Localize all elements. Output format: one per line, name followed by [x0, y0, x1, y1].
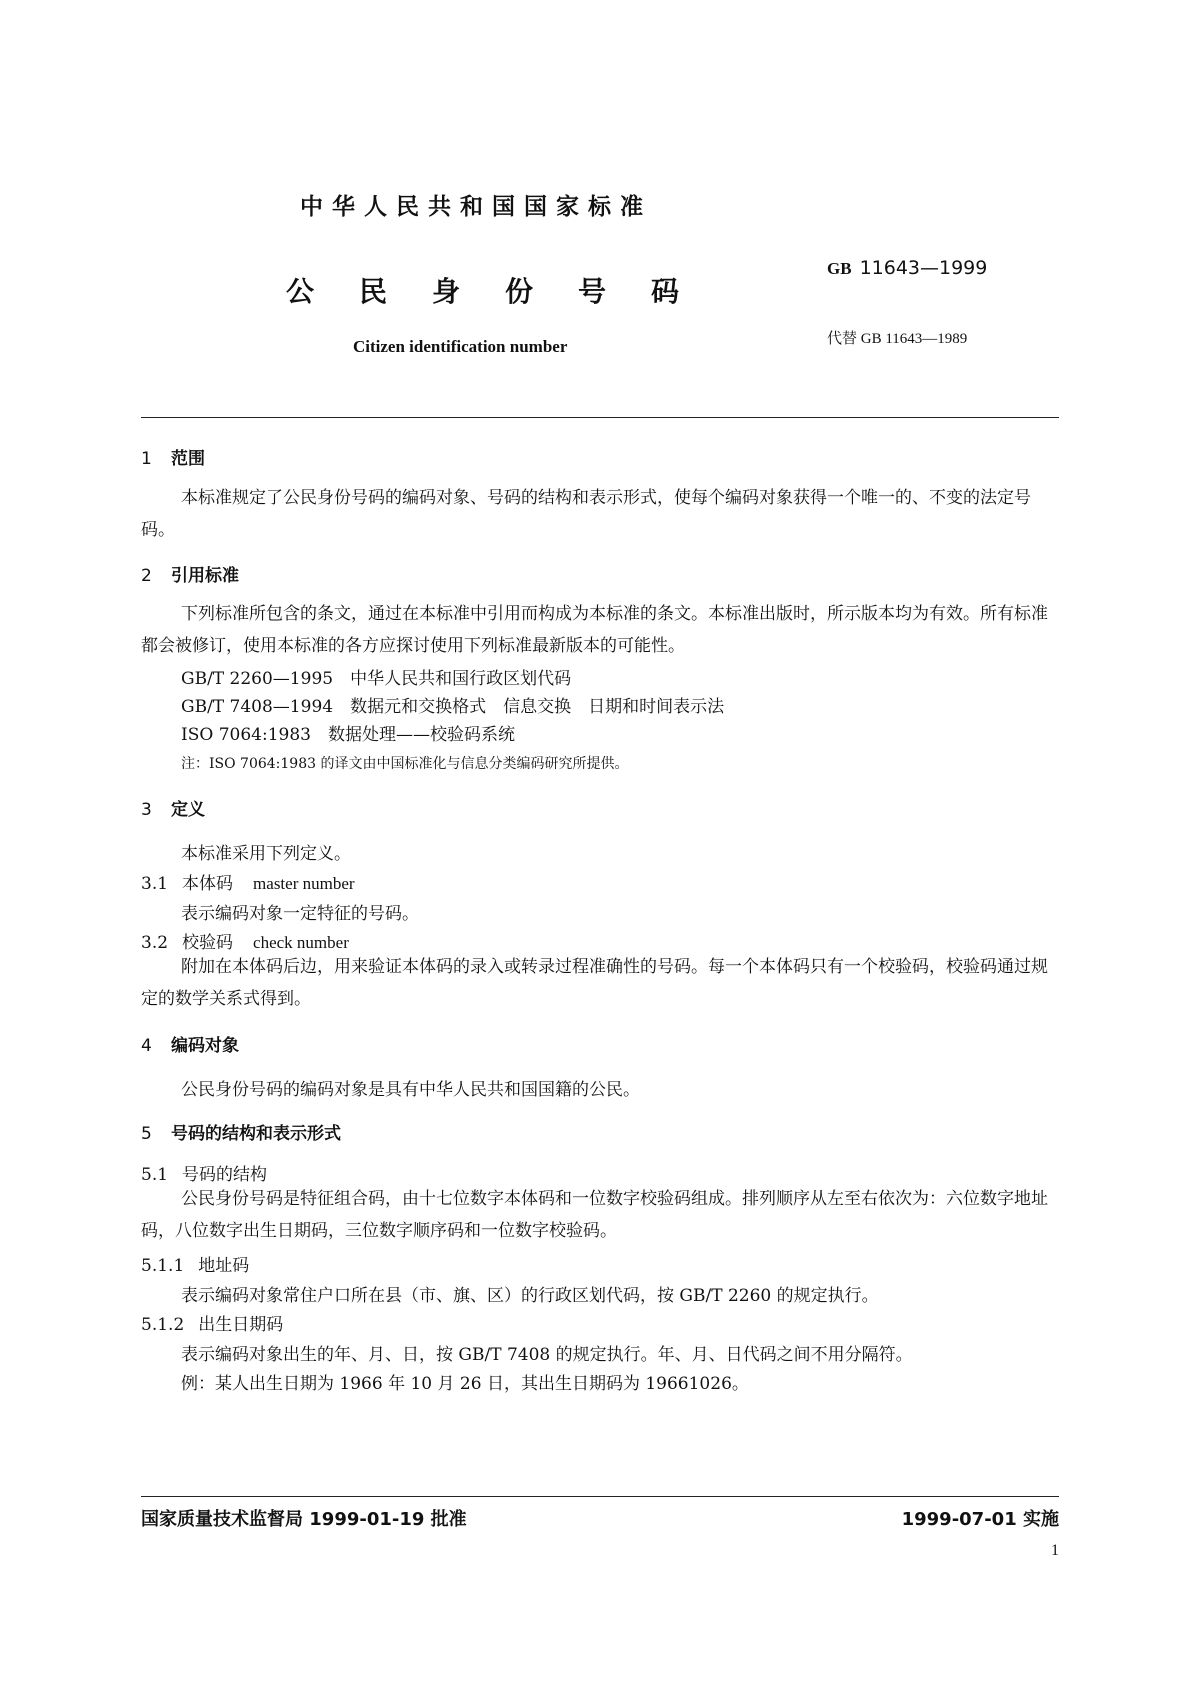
- standard-number: [827, 257, 987, 279]
- definition-3-2: [141, 928, 349, 953]
- section-number: 2: [141, 566, 152, 586]
- header-divider: [141, 417, 1059, 418]
- definition-number: 3.1: [141, 874, 169, 894]
- subsection-title: 地址码: [198, 1256, 250, 1276]
- section-2-text: 下列标准所包含的条文，通过在本标准中引用而构成为本标准的条文。本标准出版时，所示版本均为有效。所有标准都会被修订，使用本标准的各方应探讨使用下列标准最新版本的可能性。: [141, 604, 1048, 656]
- page-number: 1: [1051, 1542, 1059, 1559]
- standard-code: 11643—1999: [859, 257, 988, 279]
- definition-term: 校验码: [182, 933, 234, 953]
- section-title: 范围: [171, 449, 205, 469]
- section-title: 定义: [171, 800, 205, 820]
- subsection-5-1-text: 公民身份号码是特征组合码，由十七位数字本体码和一位数字校验码组成。排列顺序从左至右依次为：六位数字地址码，八位数字出生日期码，三位数字顺序码和一位数字校验码。: [141, 1189, 1048, 1241]
- section-title: 号码的结构和表示形式: [171, 1124, 341, 1144]
- section-3-heading: [141, 795, 205, 820]
- definition-term-english: master number: [253, 874, 355, 893]
- document-title-english: Citizen identification number: [353, 337, 568, 356]
- section-2-heading: [141, 561, 239, 586]
- section-number: 5: [141, 1124, 152, 1144]
- approval-date: 国家质量技术监督局 1999-01-19 批准: [141, 1509, 467, 1530]
- standard-prefix: GB: [827, 259, 852, 278]
- section-1-text: 本标准规定了公民身份号码的编码对象、号码的结构和表示形式，使每个编码对象获得一个唯一的、不变的法定号码。: [141, 488, 1031, 540]
- section-3-text: 本标准采用下列定义。: [181, 844, 351, 864]
- section-number: 4: [141, 1036, 152, 1056]
- subsection-number: 5.1.1: [141, 1256, 185, 1276]
- section-number: 3: [141, 800, 152, 820]
- subsection-title: 号码的结构: [182, 1165, 268, 1185]
- definition-3-1: [141, 869, 355, 894]
- subsection-5-1-2-text: 表示编码对象出生的年、月、日，按 GB/T 7408 的规定执行。年、月、日代码之间不用分隔符。: [181, 1345, 913, 1365]
- replaces-standard: 代替 GB 11643—1989: [827, 331, 968, 347]
- definition-3-2-text: 附加在本体码后边，用来验证本体码的录入或转录过程准确性的号码。每一个本体码只有一个校验码，校验码通过规定的数学关系式得到。: [141, 957, 1048, 1009]
- definition-term-english: check number: [253, 933, 349, 952]
- national-standard-heading: 中华人民共和国国家标准: [300, 194, 652, 220]
- section-4-heading: [141, 1031, 239, 1056]
- section-4-text: 公民身份号码的编码对象是具有中华人民共和国国籍的公民。: [181, 1080, 640, 1100]
- subsection-5-1-2: [141, 1310, 283, 1335]
- subsection-5-1-1: [141, 1251, 249, 1276]
- subsection-number: 5.1.2: [141, 1315, 185, 1335]
- reference-item: ISO 7064:1983 数据处理——校验码系统: [181, 725, 515, 745]
- section-number: 1: [141, 449, 152, 469]
- subsection-5-1-2-example: 例：某人出生日期为 1966 年 10 月 26 日，其出生日期码为 19661026。: [181, 1374, 749, 1394]
- section-title: 编码对象: [171, 1036, 239, 1056]
- definition-term: 本体码: [182, 874, 234, 894]
- subsection-5-1-1-text: 表示编码对象常住户口所在县（市、旗、区）的行政区划代码，按 GB/T 2260 的规定执行。: [181, 1286, 879, 1306]
- subsection-title: 出生日期码: [198, 1315, 284, 1335]
- section-1-heading: [141, 444, 205, 469]
- document-title: 公民身份号码: [286, 275, 725, 308]
- section-5-heading: [141, 1119, 341, 1144]
- reference-item: GB/T 7408—1994 数据元和交换格式 信息交换 日期和时间表示法: [181, 697, 725, 717]
- definition-3-1-text: 表示编码对象一定特征的号码。: [181, 904, 419, 924]
- definition-number: 3.2: [141, 933, 169, 953]
- footer-divider: [141, 1496, 1059, 1497]
- reference-note: 注：ISO 7064:1983 的译文由中国标准化与信息分类编码研究所提供。: [181, 756, 629, 772]
- subsection-number: 5.1: [141, 1165, 169, 1185]
- reference-item: GB/T 2260—1995 中华人民共和国行政区划代码: [181, 669, 572, 689]
- subsection-5-1: [141, 1160, 267, 1185]
- implementation-date: 1999-07-01 实施: [901, 1509, 1059, 1530]
- section-title: 引用标准: [171, 566, 239, 586]
